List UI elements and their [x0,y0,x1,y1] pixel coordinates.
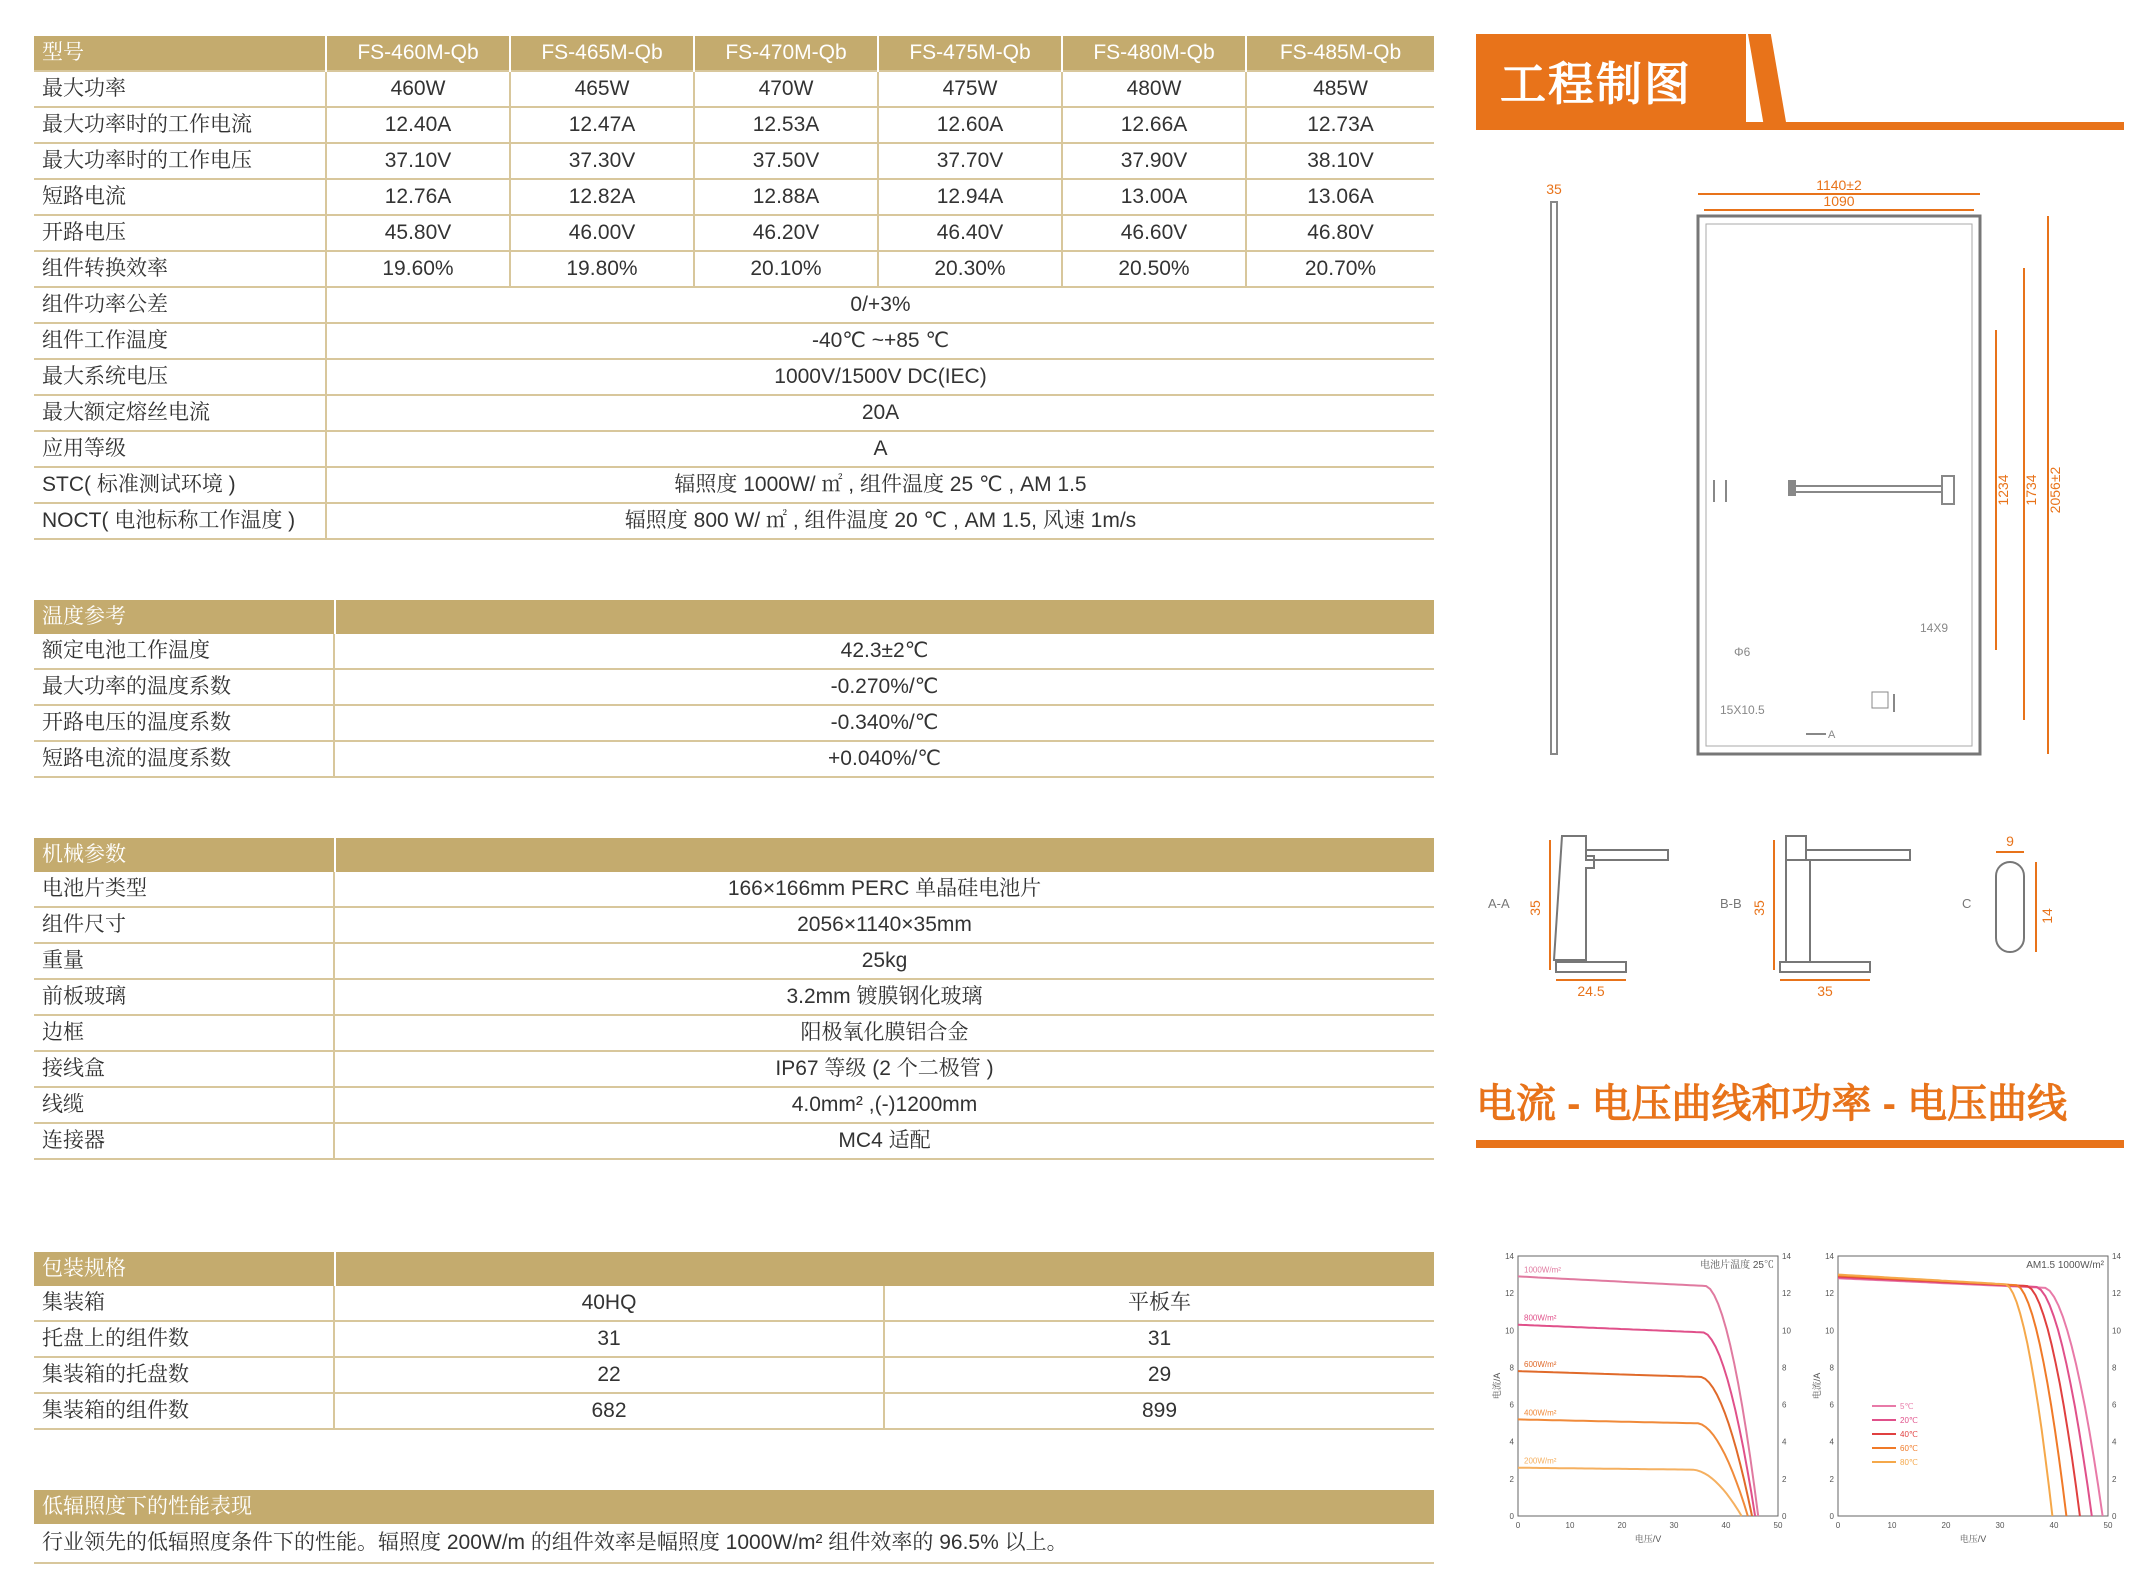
spec-sheet [34,36,1434,1564]
dim-c-width: 9 [2006,833,2014,849]
table-row [34,71,1434,107]
y-tick-label: 14 [1825,1252,1834,1261]
row-value: 45.80V [326,215,510,251]
dim-1234: 1234 [1995,474,2011,506]
drawing-title-bar [1476,34,2124,132]
y-tick-label-right: 10 [1782,1326,1791,1336]
row-value: 20.50% [1062,251,1246,287]
section-c-label: C [1962,896,1972,911]
row-value: 46.40V [878,215,1062,251]
x-axis-label: 电压/V [1634,1534,1662,1544]
packaging-section-title [34,1252,1434,1286]
row-label: 应用等级 [34,431,326,467]
row-value: 13.06A [1307,185,1374,208]
x-axis-label: 电压/V [1959,1534,1987,1544]
model-header: 型号 [34,36,326,71]
row-value: MC4 适配 [838,1129,931,1152]
dim-hole: 14X9 [1920,621,1949,635]
module-drawing [1476,140,2136,780]
y-tick-label: 6 [1829,1400,1834,1410]
row-value: 12.88A [694,179,878,215]
series-line [1838,1275,2052,1516]
dim-width-total: 1140±2 [1816,177,1862,193]
row-value: 12.82A [510,179,694,215]
model-name: FS-480M-Qb [1062,36,1246,71]
dim-c-height: 14 [2039,908,2055,924]
row-value: 19.60% [326,251,510,287]
row-value: 22 [334,1357,884,1393]
row-label: 开路电压 [34,215,326,251]
y-tick-label: 6 [1509,1400,1514,1410]
table-row [34,634,1434,669]
legend-label: 5℃ [1900,1402,1914,1411]
row-label: 最大功率时的工作电流 [34,107,326,143]
row-label: 集装箱的托盘数 [34,1357,334,1393]
x-tick-label: 40 [1721,1521,1731,1530]
dim-thickness: 35 [1546,181,1562,197]
frame-sections [1476,820,2136,1010]
row-value: 0/+3% [850,293,911,316]
row-label: 集装箱 [34,1286,334,1321]
row-value: 37.10V [326,143,510,179]
row-value: 475W [878,71,1062,107]
row-value: 480W [1062,71,1246,107]
y-tick-label-right: 2 [2112,1474,2117,1484]
y-tick-label-right: 10 [2112,1326,2121,1336]
row-value: IP67 等级 (2 个二极管 ) [775,1057,994,1080]
dim-aa-width: 24.5 [1577,983,1605,999]
row-value: 19.80% [510,251,694,287]
legend-label: 80℃ [1900,1458,1918,1467]
row-value: 37.90V [1062,143,1246,179]
x-tick-label: 20 [1617,1521,1627,1530]
row-label: 最大功率的温度系数 [34,669,334,705]
section-bb-label: B-B [1720,896,1742,911]
row-value: 12.73A [1307,113,1374,136]
series-line [1838,1276,2080,1516]
row-label: 托盘上的组件数 [34,1321,334,1357]
dim-aa-height: 35 [1527,900,1543,916]
series-label: 400W/m² [1524,1408,1557,1418]
section-title-text: 包装规格 [42,1257,126,1280]
dim-phi: Φ6 [1734,645,1751,659]
x-tick-label: 30 [1995,1521,2005,1530]
row-value: 25kg [861,949,908,972]
row-label: 组件功率公差 [34,287,326,323]
section-title-text: 机械参数 [42,843,126,866]
mechanical-section-title [34,838,1434,872]
row-value: 460W [326,71,510,107]
y-tick-label-right: 4 [2112,1437,2117,1447]
row-label: 最大功率 [34,71,326,107]
series-label: 200W/m² [1524,1456,1557,1466]
row-label: 最大系统电压 [34,359,326,395]
table-row [34,1357,1434,1393]
low-irradiance-text: 行业领先的低辐照度条件下的性能。辐照度 200W/m 的组件效率是幅照度 1000W/m² 组件效率的 96.5% 以上。 [34,1524,1434,1564]
y-tick-label: 14 [1505,1252,1514,1261]
table-row [34,907,1434,943]
row-value: 31 [334,1321,884,1357]
y-tick-label-right: 0 [1782,1512,1787,1521]
row-value: 485W [1313,77,1368,100]
row-value: 46.20V [694,215,878,251]
row-value: 682 [334,1393,884,1429]
y-tick-label: 0 [1509,1512,1514,1521]
y-tick-label: 10 [1825,1326,1834,1336]
dim-bb-width: 35 [1817,983,1833,999]
table-row [34,1286,1434,1321]
series-line [1838,1276,2066,1517]
row-value: 465W [510,71,694,107]
row-label: 组件尺寸 [34,907,334,943]
row-value: 166×166mm PERC 单晶硅电池片 [727,877,1042,900]
table-row [34,741,1434,777]
table-row [34,872,1434,907]
y-tick-label-right: 2 [1782,1474,1787,1484]
row-value: 1000V/1500V DC(IEC) [774,365,987,388]
table-row [34,107,1434,143]
row-value: -0.340%/℃ [830,711,939,734]
series-line [1518,1371,1752,1516]
y-tick-label: 8 [1829,1363,1834,1373]
low-irradiance-section-title [34,1490,1434,1524]
row-label: 开路电压的温度系数 [34,705,334,741]
row-label: 额定电池工作温度 [34,634,334,669]
row-value: 4.0mm² ,(-)1200mm [791,1093,978,1116]
mechanical-table [34,872,1434,1160]
row-value: 辐照度 800 W/ ㎡ , 组件温度 20 ℃ , AM 1.5, 风速 1m/s [624,509,1137,532]
dim-width-inner: 1090 [1823,193,1855,209]
row-label: 接线盒 [34,1051,334,1087]
series-label: 600W/m² [1524,1360,1557,1370]
row-value: 3.2mm 镀膜钢化玻璃 [786,985,983,1008]
row-value: 阳极氧化膜铝合金 [800,1021,969,1044]
row-value: 46.60V [1062,215,1246,251]
table-row [34,1087,1434,1123]
section-marker-a: A [1828,729,1836,741]
row-label: 短路电流的温度系数 [34,741,334,777]
row-value: 37.30V [510,143,694,179]
row-value: 899 [1141,1399,1178,1422]
row-label: 前板玻璃 [34,979,334,1015]
legend-label: 60℃ [1900,1444,1918,1453]
table-row [34,1123,1434,1159]
table-row [34,943,1434,979]
y-tick-label-right: 12 [1782,1289,1791,1299]
legend-label: 40℃ [1900,1430,1918,1439]
row-value: 12.94A [878,179,1062,215]
series-line [1518,1468,1742,1516]
row-value: 29 [1147,1363,1172,1386]
y-tick-label: 12 [1505,1289,1514,1299]
y-tick-label: 8 [1509,1363,1514,1373]
y-tick-label-right: 14 [1782,1252,1791,1261]
row-label: STC( 标准测试环境 ) [34,467,326,503]
dim-1734: 1734 [2023,474,2039,506]
row-value: 31 [1147,1327,1172,1350]
row-label: 最大功率时的工作电压 [34,143,326,179]
temperature-section-title [34,600,1434,634]
model-name: FS-460M-Qb [326,36,510,71]
table-row [34,467,1434,503]
row-label: 电池片类型 [34,872,334,907]
table-row [34,395,1434,431]
table-row [34,359,1434,395]
row-label: 边框 [34,1015,334,1051]
row-value: A [873,437,888,460]
row-value: +0.040%/℃ [828,747,941,770]
model-name: FS-475M-Qb [878,36,1062,71]
row-value: 42.3±2℃ [840,639,929,662]
section-title-text: 低辐照度下的性能表现 [42,1495,252,1518]
model-name: FS-470M-Qb [694,36,878,71]
row-value: 12.47A [510,107,694,143]
table-row [34,179,1434,215]
row-value: -0.270%/℃ [830,675,939,698]
row-value: 2056×1140×35mm [797,913,972,936]
drawing-title: 工程制图 [1500,58,1692,110]
y-tick-label-right: 12 [2112,1289,2121,1299]
row-value: 辐照度 1000W/ ㎡ , 组件温度 25 ℃ , AM 1.5 [674,473,1087,496]
y-tick-label-right: 6 [1782,1400,1787,1410]
plot-frame [1838,1256,2108,1516]
row-value: 12.66A [1062,107,1246,143]
table-row [34,503,1434,539]
section-title-text: 温度参考 [42,605,126,628]
dim-slot: 15X10.5 [1720,703,1765,717]
y-axis-label: 电流/A [1812,1372,1822,1400]
curves-title: 电流 - 电压曲线和功率 - 电压曲线 [1476,1082,2068,1126]
table-row [34,431,1434,467]
electrical-header-row [34,36,1434,71]
x-tick-label: 10 [1887,1521,1897,1530]
x-tick-label: 30 [1669,1521,1679,1530]
curves-title-underline [1476,1140,2124,1148]
table-row [34,287,1434,323]
x-tick-label: 0 [1515,1521,1521,1530]
row-value: 20A [861,401,900,424]
row-value: 平板车 [1128,1291,1191,1314]
table-row [34,1015,1434,1051]
row-value: 38.10V [1307,149,1374,172]
row-label: 组件工作温度 [34,323,326,359]
y-tick-label: 10 [1505,1326,1514,1336]
row-value: 12.60A [878,107,1062,143]
row-value: 20.70% [1304,257,1377,280]
table-row [34,143,1434,179]
table-row [34,1393,1434,1429]
y-tick-label: 12 [1825,1289,1834,1299]
y-tick-label: 2 [1509,1474,1514,1484]
row-value: 20.10% [694,251,878,287]
iv-curve-temperature-chart [1810,1236,2130,1556]
temperature-table [34,634,1434,778]
row-value: -40℃ ~+85 ℃ [811,329,950,352]
table-row [34,669,1434,705]
x-tick-label: 50 [1773,1521,1783,1530]
row-value: 40HQ [334,1286,884,1321]
legend-label: 20℃ [1900,1416,1918,1425]
row-value: 470W [694,71,878,107]
row-label: 短路电流 [34,179,326,215]
row-value: 12.76A [326,179,510,215]
series-label: 1000W/m² [1524,1265,1561,1275]
electrical-table [34,36,1434,540]
row-value: 12.40A [326,107,510,143]
y-tick-label-right: 4 [1782,1437,1787,1447]
row-value: 20.30% [878,251,1062,287]
dim-bb-height: 35 [1751,900,1767,916]
x-tick-label: 10 [1565,1521,1575,1530]
row-label: 集装箱的组件数 [34,1393,334,1429]
y-tick-label: 0 [1829,1512,1834,1521]
series-line [1518,1276,1758,1516]
y-tick-label: 4 [1829,1437,1834,1447]
row-value: 13.00A [1062,179,1246,215]
row-value: 37.50V [694,143,878,179]
row-label: 重量 [34,943,334,979]
iv-curve-irradiance-chart [1490,1236,1800,1556]
row-value: 37.70V [878,143,1062,179]
x-tick-label: 50 [2103,1521,2113,1530]
y-tick-label: 4 [1509,1437,1514,1447]
table-row [34,1321,1434,1357]
row-label: NOCT( 电池标称工作温度 ) [34,503,326,539]
table-row [34,705,1434,741]
series-line [1838,1277,2092,1516]
y-tick-label: 2 [1829,1474,1834,1484]
chart-title: AM1.5 1000W/m² [2026,1260,2104,1271]
table-row [34,1051,1434,1087]
y-axis-label: 电流/A [1492,1372,1502,1400]
model-name: FS-485M-Qb [1246,36,1434,71]
row-value: 46.00V [510,215,694,251]
packaging-table [34,1286,1434,1430]
y-tick-label-right: 8 [1782,1363,1787,1373]
row-label: 组件转换效率 [34,251,326,287]
series-label: 800W/m² [1524,1313,1557,1323]
x-tick-label: 20 [1941,1521,1951,1530]
y-tick-label-right: 14 [2112,1252,2121,1261]
row-label: 线缆 [34,1087,334,1123]
x-tick-label: 0 [1835,1521,1841,1530]
y-tick-label-right: 8 [2112,1363,2117,1373]
table-row [34,979,1434,1015]
chart-title: 电池片温度 25℃ [1700,1260,1774,1271]
row-label: 最大额定熔丝电流 [34,395,326,431]
y-tick-label-right: 0 [2112,1512,2117,1521]
section-aa-label: A-A [1488,896,1510,911]
table-row [34,323,1434,359]
y-tick-label-right: 6 [2112,1400,2117,1410]
table-row [34,215,1434,251]
model-name: FS-465M-Qb [510,36,694,71]
row-value: 46.80V [1307,221,1374,244]
table-row [34,251,1434,287]
row-value: 12.53A [694,107,878,143]
x-tick-label: 40 [2049,1521,2059,1530]
dim-height: 2056±2 [2047,466,2063,514]
row-label: 连接器 [34,1123,334,1159]
